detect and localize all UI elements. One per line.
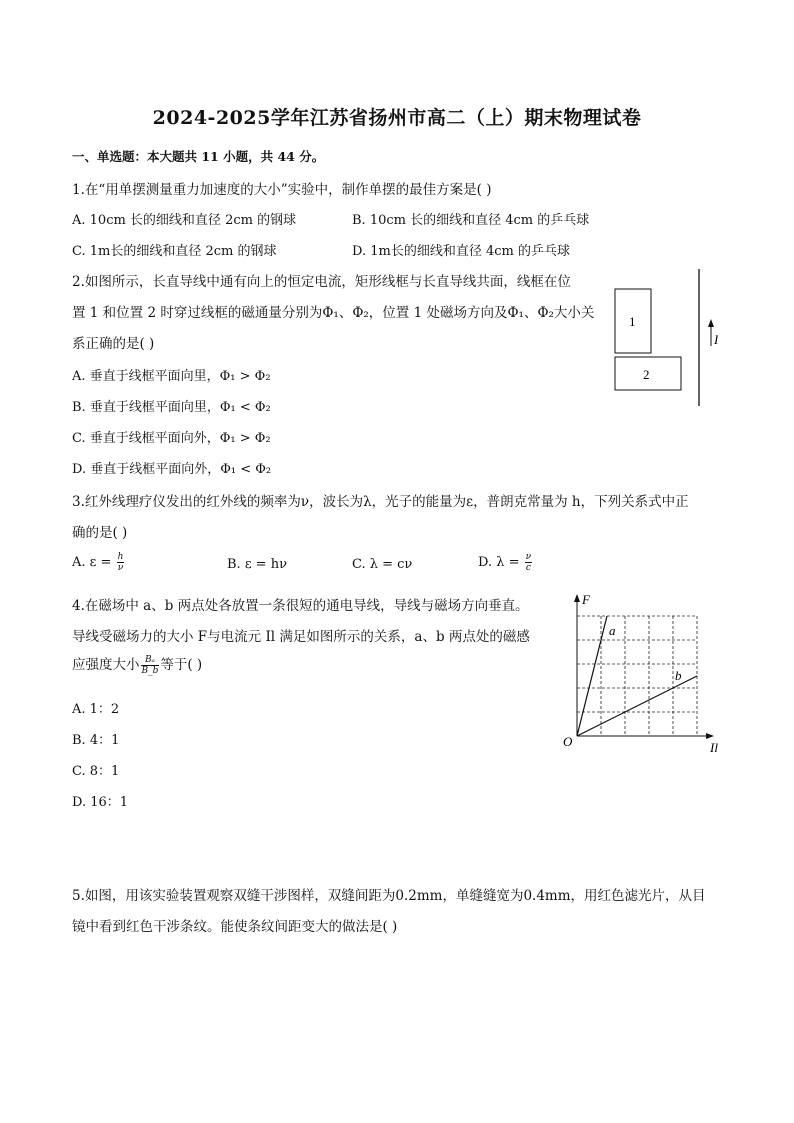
x-axis-arrow	[706, 733, 714, 739]
question-1-stem: 1.在“用单摆测量重力加速度的大小”实验中，制作单摆的最佳方案是( )	[72, 182, 492, 198]
line-b-label: b	[675, 668, 682, 683]
line-a	[577, 616, 607, 736]
question-2-option-a: A. 垂直于线框平面向里，Φ₁ > Φ₂	[72, 369, 271, 384]
origin-label: O	[563, 734, 573, 749]
question-3-option-a-fraction	[117, 552, 125, 573]
question-4-option-a: A. 1：2	[72, 702, 120, 717]
question-2-stem-line-2: 置 1 和位置 2 时穿过线框的磁通量分别为Φ₁、Φ₂，位置 1 处磁场方向及Φ₁、Φ₂大小关	[72, 305, 595, 321]
question-1-option-d: D. 1m长的细线和直径 4cm 的乒乓球	[352, 244, 570, 259]
question-5-stem-line-2: 镜中看到红色干涉条纹。能使条纹间距变大的做法是( )	[72, 919, 398, 935]
y-axis-arrow	[574, 594, 580, 602]
force-current-graph	[560, 588, 730, 758]
question-2-stem-line-3: 系正确的是( )	[72, 336, 155, 352]
question-1-option-a: A. 10cm 长的细线和直径 2cm 的钢球	[72, 213, 297, 228]
current-label: I	[714, 332, 718, 347]
stem-suffix: 等于( )	[160, 657, 203, 673]
page-title: 2024-2025学年江苏省扬州市高二（上）期末物理试卷	[152, 107, 642, 129]
question-4-stem-line-3	[72, 653, 202, 676]
fraction-denominator: B_b	[141, 666, 159, 676]
y-axis-label: F	[582, 592, 590, 607]
question-3-stem-line-1: 3.红外线理疗仪发出的红外线的频率为ν，波长为λ，光子的能量为ε，普朗克常量为 h，下列关系式中正	[72, 494, 689, 510]
wire-and-loop-figure	[608, 266, 718, 411]
line-b	[577, 676, 697, 736]
loop-position-2-label: 2	[643, 367, 650, 382]
question-2-stem-line-1: 2.如图所示，长直导线中通有向上的恒定电流，矩形线框与长直导线共面，线框在位	[72, 274, 571, 290]
fraction-denominator: c	[525, 563, 531, 573]
question-3-option-d-prefix: D. λ =	[478, 555, 520, 570]
question-2-option-d: D. 垂直于线框平面向外，Φ₁ < Φ₂	[72, 462, 272, 477]
section-heading: 一、单选题：本大题共 11 小题，共 44 分。	[72, 149, 325, 164]
current-arrow-head	[708, 319, 714, 327]
b-ratio-fraction	[141, 655, 160, 676]
question-2-option-c: C. 垂直于线框平面向外，Φ₁ > Φ₂	[72, 431, 271, 446]
question-3-option-a-prefix: A. ε =	[72, 555, 112, 570]
loop-position-1-label: 1	[629, 314, 636, 329]
fraction-denominator: ν	[117, 563, 124, 573]
question-3-option-b: B. ε = hν	[227, 557, 287, 572]
question-3-option-d-fraction	[525, 552, 532, 573]
question-4-option-d: D. 16：1	[72, 795, 129, 810]
question-4-stem-line-2: 导线受磁场力的大小 F与电流元 Il 满足如图所示的关系，a、b 两点处的磁感	[72, 629, 530, 645]
question-4-option-c: C. 8：1	[72, 764, 120, 779]
question-1-option-c: C. 1m长的细线和直径 2cm 的钢球	[72, 244, 277, 259]
x-axis-label: Il	[710, 740, 718, 755]
fraction-numerator: ν	[525, 552, 532, 562]
question-2-option-b: B. 垂直于线框平面向里，Φ₁ < Φ₂	[72, 400, 271, 415]
fraction-numerator: h	[117, 552, 124, 562]
question-3-option-a	[72, 552, 125, 573]
fraction-numerator: Bₐ	[141, 655, 160, 666]
question-1-option-b: B. 10cm 长的细线和直径 4cm 的乒乓球	[352, 213, 590, 228]
question-5-stem-line-1: 5.如图，用该实验装置观察双缝干涉图样，双缝间距为0.2mm，单缝缝宽为0.4mm，用红色滤光片，从目	[72, 888, 706, 904]
line-a-label: a	[609, 623, 616, 638]
question-3-option-c: C. λ = cν	[352, 557, 413, 572]
stem-prefix: 应强度大小	[72, 657, 140, 673]
question-3-option-d	[478, 552, 533, 573]
question-4-option-b: B. 4：1	[72, 733, 120, 748]
question-3-stem-line-2: 确的是( )	[72, 525, 128, 541]
question-4-stem-line-1: 4.在磁场中 a、b 两点处各放置一条很短的通电导线，导线与磁场方向垂直。	[72, 598, 529, 614]
